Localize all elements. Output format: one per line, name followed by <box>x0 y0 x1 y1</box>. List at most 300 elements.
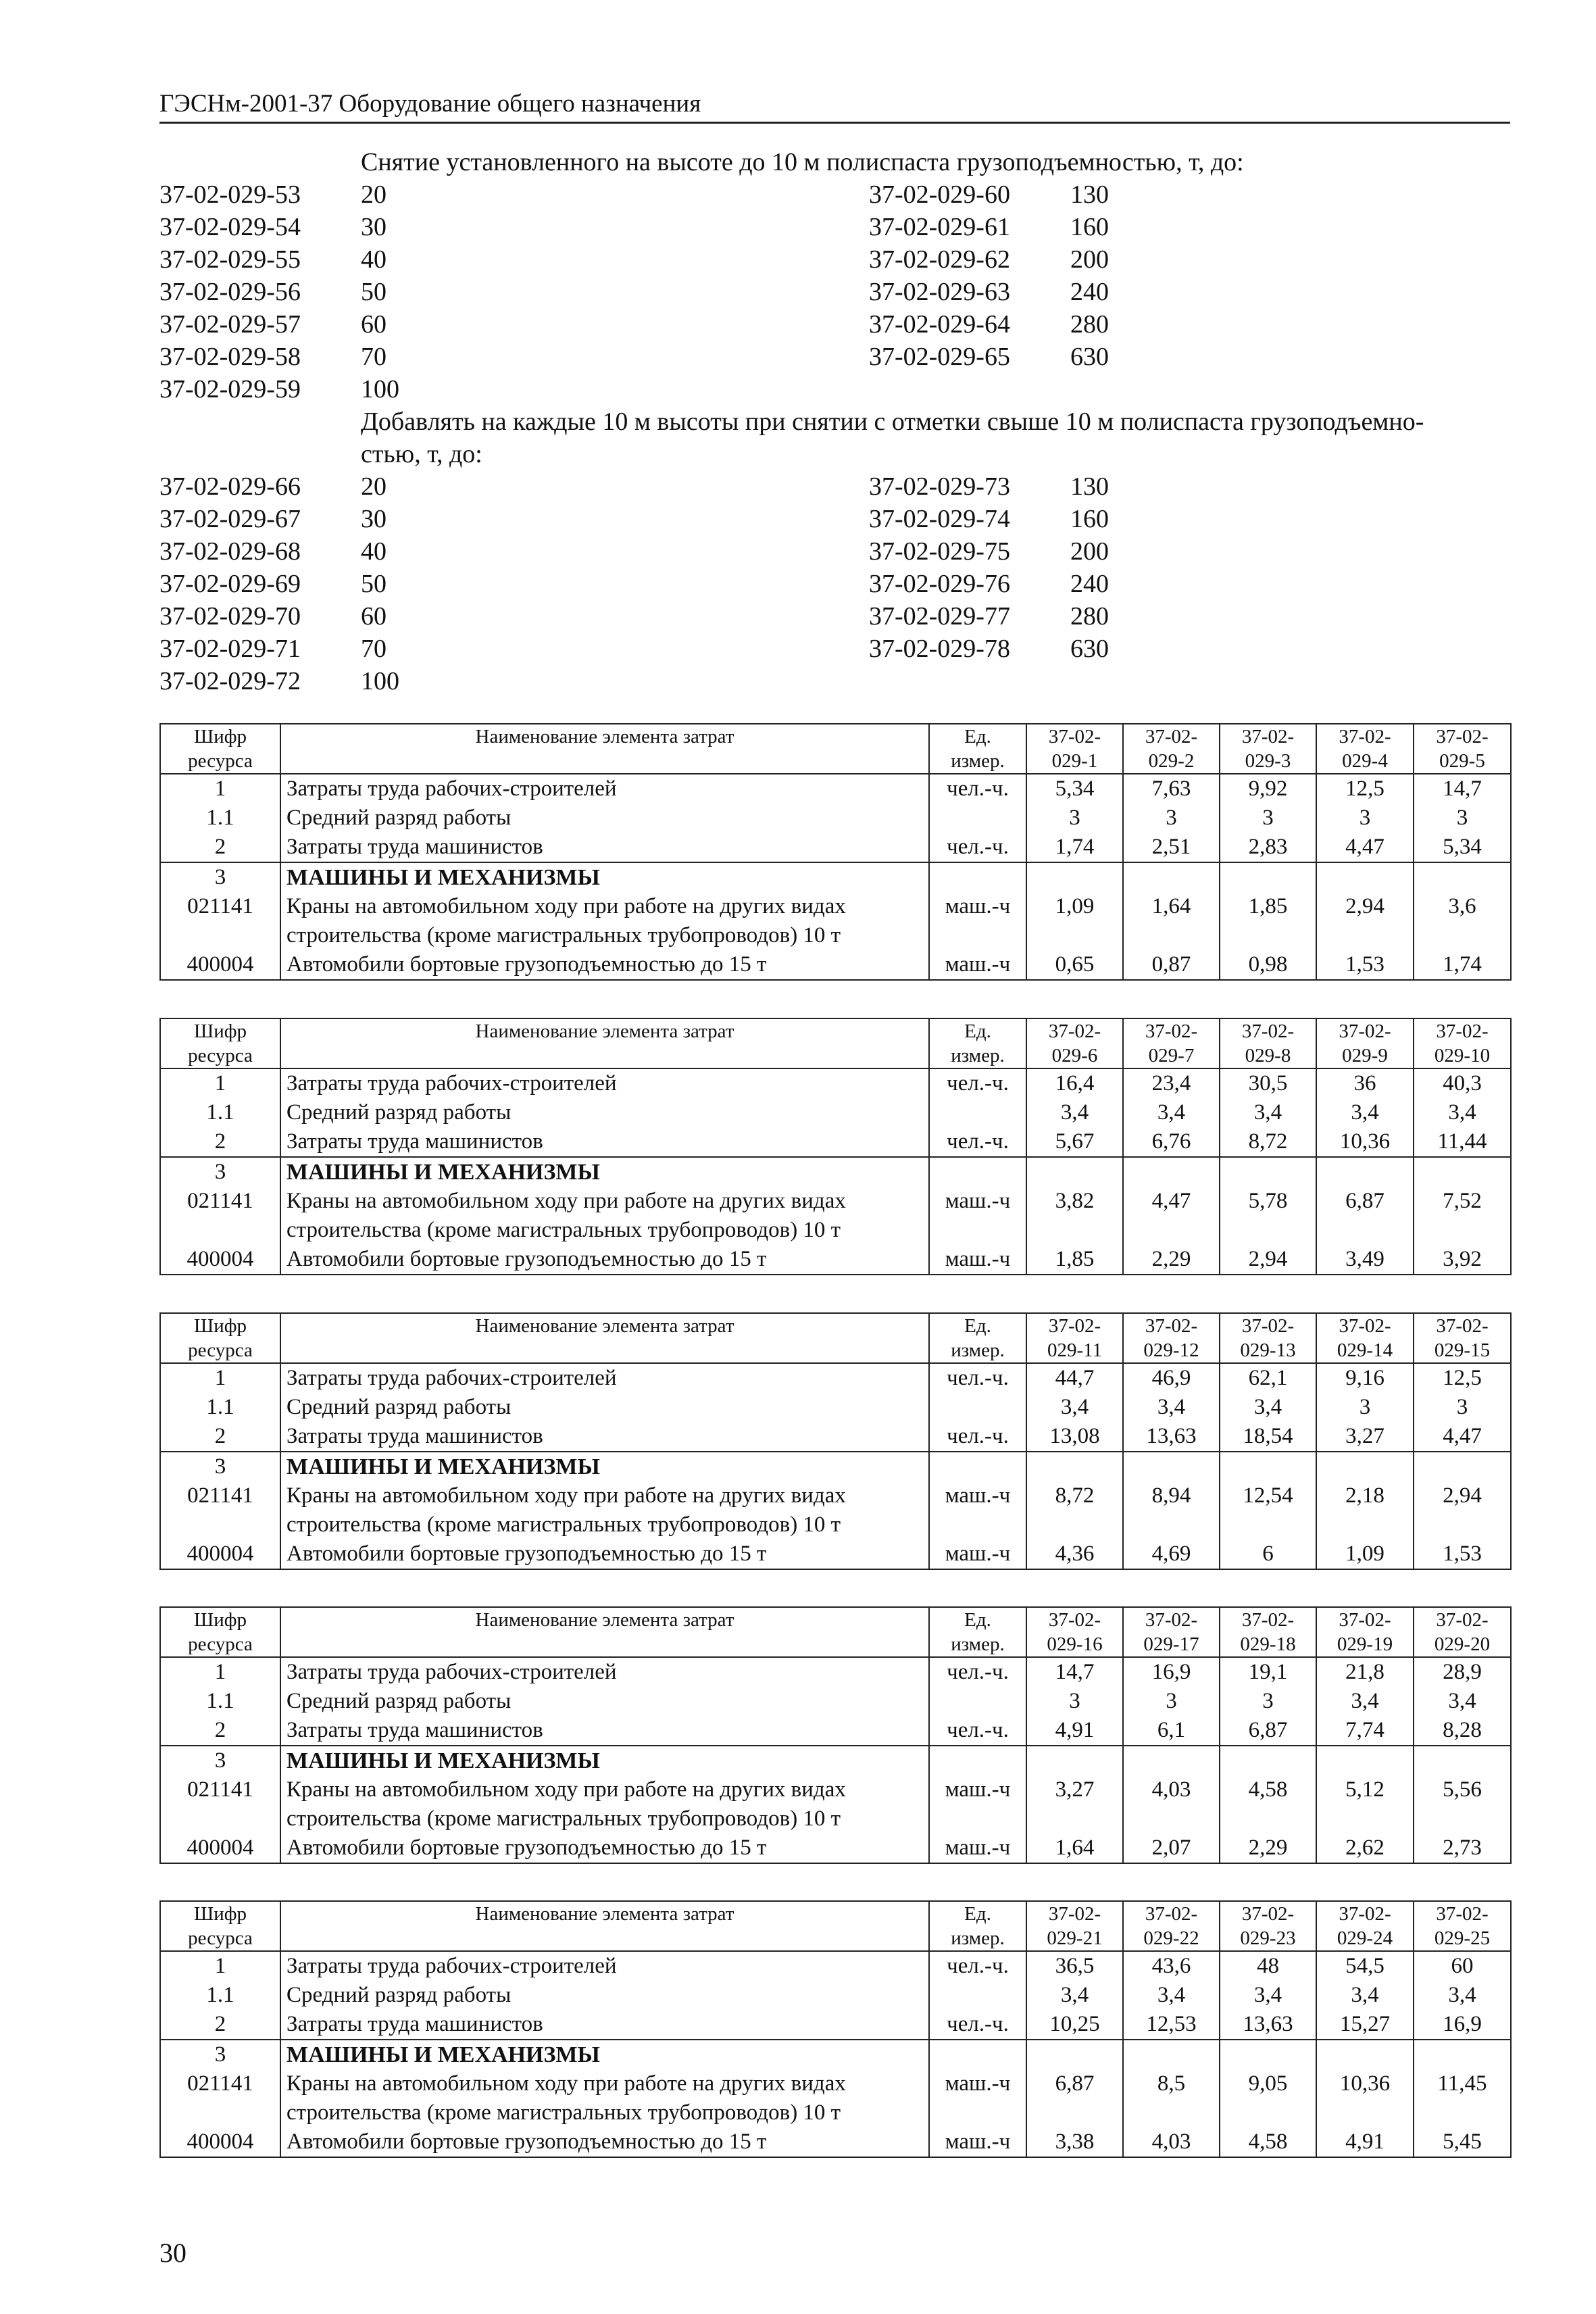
row-unit: маш.-ч <box>929 1481 1026 1510</box>
row-value: 4,47 <box>1123 1187 1220 1216</box>
header-col <box>1414 1607 1511 1657</box>
header-col-line2: 029-3 <box>1245 750 1291 772</box>
code-left: 37-02-029-69 <box>159 570 301 598</box>
row-code: 400004 <box>160 2127 280 2157</box>
header-col-line2: 029-25 <box>1434 1927 1491 1949</box>
value-left: 40 <box>361 245 386 274</box>
row-value: 5,45 <box>1414 2127 1511 2157</box>
row-name: строительства (кроме магистральных трубопроводов) 10 т <box>280 1216 929 1245</box>
row-code: 3 <box>160 2040 280 2069</box>
table-row <box>160 1804 1511 1833</box>
row-value: 62,1 <box>1220 1363 1316 1393</box>
header-col-line1: 37-02- <box>1339 1609 1391 1631</box>
row-code: 2 <box>160 1716 280 1746</box>
table-header-row <box>160 1901 1511 1951</box>
row-value: 1,74 <box>1026 833 1123 862</box>
row-name: Автомобили бортовые грузоподъемностью до 15 т <box>280 950 929 980</box>
row-name: строительства (кроме магистральных трубопроводов) 10 т <box>280 2098 929 2127</box>
row-value: 3,4 <box>1123 1393 1220 1422</box>
value-left: 100 <box>361 375 399 403</box>
row-value: 4,91 <box>1026 1716 1123 1746</box>
value-right: 200 <box>1070 537 1109 566</box>
header-col-line1: 37-02- <box>1145 1903 1198 1925</box>
row-code: 1 <box>160 1951 280 1981</box>
row-code: 021141 <box>160 2069 280 2098</box>
row-value: 1,64 <box>1123 892 1220 921</box>
row-value: 8,28 <box>1414 1716 1511 1746</box>
row-code: 2 <box>160 833 280 862</box>
row-value: 30,5 <box>1220 1068 1316 1098</box>
header-code-line2: ресурса <box>188 1927 253 1949</box>
value-right: 280 <box>1070 602 1109 631</box>
row-value: 36 <box>1316 1068 1414 1098</box>
row-code: 3 <box>160 1746 280 1775</box>
norm-table-2 <box>159 1018 1512 1275</box>
row-name: Затраты труда рабочих-строителей <box>280 1951 929 1981</box>
code-left: 37-02-029-59 <box>159 375 301 403</box>
row-value: 15,27 <box>1316 2010 1414 2040</box>
row-code: 2 <box>160 1127 280 1157</box>
header-col <box>1220 1018 1316 1068</box>
row-value: 3 <box>1123 1687 1220 1716</box>
row-value: 3 <box>1123 804 1220 833</box>
table-row <box>160 1216 1511 1245</box>
header-col <box>1026 1901 1123 1951</box>
row-value: 8,72 <box>1220 1127 1316 1157</box>
row-name: МАШИНЫ И МЕХАНИЗМЫ <box>280 862 929 892</box>
row-value: 14,7 <box>1026 1657 1123 1687</box>
header-col-line2: 029-18 <box>1240 1633 1296 1655</box>
header-col <box>1316 1313 1414 1363</box>
header-col-line1: 37-02- <box>1436 1315 1489 1337</box>
row-code: 2 <box>160 1422 280 1452</box>
header-col-line1: 37-02- <box>1436 1020 1489 1042</box>
header-col-line2: 029-6 <box>1051 1045 1098 1066</box>
row-value: 13,08 <box>1026 1422 1123 1452</box>
header-col-line2: 029-20 <box>1434 1633 1491 1655</box>
row-value: 18,54 <box>1220 1422 1316 1452</box>
row-name: Автомобили бортовые грузоподъемностью до 15 т <box>280 1540 929 1569</box>
row-name: Средний разряд работы <box>280 1393 929 1422</box>
row-name: Краны на автомобильном ходу при работе на других видах <box>280 892 929 921</box>
table-row <box>160 2010 1511 2040</box>
norm-table-1 <box>159 723 1512 981</box>
row-value: 6,87 <box>1316 1187 1414 1216</box>
header-col-line1: 37-02- <box>1339 1315 1391 1337</box>
value-right: 160 <box>1070 213 1109 241</box>
row-value: 6,76 <box>1123 1127 1220 1157</box>
value-right: 130 <box>1070 472 1109 501</box>
row-unit: маш.-ч <box>929 1775 1026 1804</box>
table-row <box>160 1981 1511 2010</box>
header-name: Наименование элемента затрат <box>280 1313 929 1363</box>
row-value: 2,29 <box>1220 1833 1316 1863</box>
row-value: 1,09 <box>1026 892 1123 921</box>
code-right: 37-02-029-78 <box>869 635 1010 663</box>
row-code: 021141 <box>160 1481 280 1510</box>
norm-table-5 <box>159 1900 1512 2158</box>
row-value: 4,47 <box>1414 1422 1511 1452</box>
code-left: 37-02-029-70 <box>159 602 301 631</box>
header-col <box>1123 1901 1220 1951</box>
row-code: 3 <box>160 1157 280 1187</box>
table-row <box>160 1687 1511 1716</box>
row-unit: чел.-ч. <box>929 2010 1026 2040</box>
header-code <box>160 1607 280 1657</box>
header-col-line1: 37-02- <box>1145 1315 1198 1337</box>
row-name: Затраты труда рабочих-строителей <box>280 774 929 804</box>
header-col-line2: 029-15 <box>1434 1339 1491 1361</box>
row-value: 2,94 <box>1414 1481 1511 1510</box>
header-name: Наименование элемента затрат <box>280 1018 929 1068</box>
row-value: 1,53 <box>1414 1540 1511 1569</box>
row-value: 21,8 <box>1316 1657 1414 1687</box>
value-right: 130 <box>1070 180 1109 209</box>
row-value: 1,09 <box>1316 1540 1414 1569</box>
row-code: 021141 <box>160 892 280 921</box>
table-row <box>160 2069 1511 2098</box>
row-code: 2 <box>160 2010 280 2040</box>
value-left: 20 <box>361 180 386 209</box>
header-name: Наименование элемента затрат <box>280 1607 929 1657</box>
row-value: 2,07 <box>1123 1833 1220 1863</box>
row-value: 3,4 <box>1414 1687 1511 1716</box>
header-col-line1: 37-02- <box>1048 1903 1101 1925</box>
table-row <box>160 1422 1511 1452</box>
row-value: 1,74 <box>1414 950 1511 980</box>
row-value: 3 <box>1316 1393 1414 1422</box>
table-row <box>160 2098 1511 2127</box>
code-left: 37-02-029-58 <box>159 343 301 371</box>
table-row <box>160 2127 1511 2157</box>
header-col <box>1220 1607 1316 1657</box>
header-code-line2: ресурса <box>188 750 253 772</box>
row-value: 6,87 <box>1026 2069 1123 2098</box>
row-code <box>160 921 280 950</box>
row-name: Средний разряд работы <box>280 1981 929 2010</box>
row-value: 4,58 <box>1220 2127 1316 2157</box>
row-value: 3,4 <box>1414 1981 1511 2010</box>
header-col-line1: 37-02- <box>1241 1315 1295 1337</box>
header-col <box>1316 1607 1414 1657</box>
row-value: 9,16 <box>1316 1363 1414 1393</box>
header-unit: Ед. измер. <box>929 1607 1026 1657</box>
header-col <box>1220 1901 1316 1951</box>
row-name: строительства (кроме магистральных трубопроводов) 10 т <box>280 1804 929 1833</box>
row-value: 4,69 <box>1123 1540 1220 1569</box>
row-value: 7,63 <box>1123 774 1220 804</box>
row-value: 48 <box>1220 1951 1316 1981</box>
table-row <box>160 1157 1511 1187</box>
row-unit <box>929 1098 1026 1127</box>
code-right: 37-02-029-75 <box>869 537 1010 566</box>
header-code-line1: Шифр <box>193 726 247 747</box>
row-value: 1,85 <box>1220 892 1316 921</box>
row-value: 4,58 <box>1220 1775 1316 1804</box>
row-name: строительства (кроме магистральных трубопроводов) 10 т <box>280 921 929 950</box>
row-value: 4,36 <box>1026 1540 1123 1569</box>
row-value: 2,73 <box>1414 1833 1511 1863</box>
row-code: 1 <box>160 774 280 804</box>
code-left: 37-02-029-53 <box>159 180 301 209</box>
row-value: 23,4 <box>1123 1068 1220 1098</box>
table-header-row <box>160 1018 1511 1068</box>
header-name: Наименование элемента затрат <box>280 1901 929 1951</box>
row-value: 8,94 <box>1123 1481 1220 1510</box>
table-row <box>160 1481 1511 1510</box>
code-left: 37-02-029-71 <box>159 635 301 663</box>
row-name: Затраты труда машинистов <box>280 1716 929 1746</box>
row-code: 1.1 <box>160 1393 280 1422</box>
row-unit: чел.-ч. <box>929 833 1026 862</box>
header-col-line2: 029-17 <box>1143 1633 1199 1655</box>
header-col <box>1316 724 1414 774</box>
row-value: 7,74 <box>1316 1716 1414 1746</box>
table-row <box>160 1951 1511 1981</box>
row-value: 12,5 <box>1414 1363 1511 1393</box>
row-name: МАШИНЫ И МЕХАНИЗМЫ <box>280 2040 929 2069</box>
row-value: 8,72 <box>1026 1481 1123 1510</box>
row-unit: маш.-ч <box>929 2127 1026 2157</box>
code-right: 37-02-029-63 <box>869 278 1010 306</box>
row-name: Краны на автомобильном ходу при работе на других видах <box>280 1187 929 1216</box>
header-col-line2: 029-1 <box>1051 750 1098 772</box>
row-value: 3 <box>1414 804 1511 833</box>
row-unit: маш.-ч <box>929 950 1026 980</box>
row-value: 3,92 <box>1414 1245 1511 1275</box>
row-value <box>1316 862 1414 892</box>
row-name: Автомобили бортовые грузоподъемностью до 15 т <box>280 1833 929 1863</box>
header-col-line1: 37-02- <box>1048 1020 1101 1042</box>
row-value: 3,49 <box>1316 1245 1414 1275</box>
table-row <box>160 1746 1511 1775</box>
row-value <box>1220 862 1316 892</box>
row-code: 400004 <box>160 1833 280 1863</box>
value-left: 30 <box>361 213 386 241</box>
row-value: 3 <box>1220 1687 1316 1716</box>
value-left: 20 <box>361 472 386 501</box>
header-unit: Ед. измер. <box>929 1313 1026 1363</box>
header-col-line2: 029-11 <box>1047 1339 1103 1361</box>
row-value: 4,91 <box>1316 2127 1414 2157</box>
code-right: 37-02-029-60 <box>869 180 1010 209</box>
header-col <box>1026 1313 1123 1363</box>
row-value: 3 <box>1220 804 1316 833</box>
row-value: 1,64 <box>1026 1833 1123 1863</box>
header-col <box>1026 1018 1123 1068</box>
row-name: Средний разряд работы <box>280 1687 929 1716</box>
row-unit: маш.-ч <box>929 1245 1026 1275</box>
row-value: 3,4 <box>1316 1981 1414 2010</box>
header-col-line1: 37-02- <box>1145 1609 1198 1631</box>
row-value: 11,45 <box>1414 2069 1511 2098</box>
row-value: 3,38 <box>1026 2127 1123 2157</box>
header-col <box>1026 1607 1123 1657</box>
value-right: 240 <box>1070 570 1109 598</box>
row-value: 13,63 <box>1123 1422 1220 1452</box>
header-col-line1: 37-02- <box>1048 726 1101 747</box>
header-code-line1: Шифр <box>193 1903 247 1925</box>
header-col-line2: 029-7 <box>1148 1045 1195 1066</box>
code-right: 37-02-029-65 <box>869 343 1010 371</box>
code-left: 37-02-029-67 <box>159 505 301 533</box>
row-value <box>1123 862 1220 892</box>
row-value: 43,6 <box>1123 1951 1220 1981</box>
value-right: 200 <box>1070 245 1109 274</box>
row-value: 3,6 <box>1414 892 1511 921</box>
row-value: 6 <box>1220 1540 1316 1569</box>
row-code: 3 <box>160 862 280 892</box>
header-code <box>160 1018 280 1068</box>
row-name: Краны на автомобильном ходу при работе на других видах <box>280 1775 929 1804</box>
page-header <box>159 87 1510 124</box>
row-value: 2,83 <box>1220 833 1316 862</box>
row-value: 5,56 <box>1414 1775 1511 1804</box>
row-value: 2,29 <box>1123 1245 1220 1275</box>
row-code: 021141 <box>160 1775 280 1804</box>
value-left: 70 <box>361 635 386 663</box>
value-right: 280 <box>1070 310 1109 339</box>
row-unit: чел.-ч. <box>929 1422 1026 1452</box>
code-left: 37-02-029-72 <box>159 667 301 695</box>
row-name: Затраты труда машинистов <box>280 2010 929 2040</box>
row-value: 0,87 <box>1123 950 1220 980</box>
row-code: 1.1 <box>160 1981 280 2010</box>
header-col-line2: 029-24 <box>1337 1927 1393 1949</box>
row-name: Краны на автомобильном ходу при работе на других видах <box>280 1481 929 1510</box>
table-row <box>160 1068 1511 1098</box>
row-name: МАШИНЫ И МЕХАНИЗМЫ <box>280 1452 929 1481</box>
table-row <box>160 774 1511 804</box>
row-value: 3,4 <box>1123 1098 1220 1127</box>
row-name: Затраты труда рабочих-строителей <box>280 1068 929 1098</box>
table-row <box>160 833 1511 862</box>
header-col <box>1123 724 1220 774</box>
row-value: 2,94 <box>1220 1245 1316 1275</box>
code-right: 37-02-029-61 <box>869 213 1010 241</box>
header-col <box>1414 1018 1511 1068</box>
table-row <box>160 1775 1511 1804</box>
header-code-line2: ресурса <box>188 1339 253 1361</box>
row-name: Краны на автомобильном ходу при работе на других видах <box>280 2069 929 2098</box>
row-value: 16,9 <box>1123 1657 1220 1687</box>
section-title-removal: Снятие установленного на высоте до 10 м полиспаста грузоподъемностью, т, до: <box>361 148 1244 176</box>
header-unit: Ед. измер. <box>929 1901 1026 1951</box>
header-col-line2: 029-16 <box>1047 1633 1103 1655</box>
row-unit: чел.-ч. <box>929 1951 1026 1981</box>
value-left: 60 <box>361 602 386 631</box>
table-row <box>160 1098 1511 1127</box>
row-code: 1.1 <box>160 804 280 833</box>
table-row <box>160 1127 1511 1157</box>
header-code <box>160 1901 280 1951</box>
header-col-line1: 37-02- <box>1339 1020 1391 1042</box>
value-left: 30 <box>361 505 386 533</box>
header-name: Наименование элемента затрат <box>280 724 929 774</box>
header-col-line1: 37-02- <box>1145 1020 1198 1042</box>
header-col-line2: 029-8 <box>1245 1045 1291 1066</box>
row-value: 3,4 <box>1123 1981 1220 2010</box>
header-col-line2: 029-13 <box>1240 1339 1296 1361</box>
row-value: 3 <box>1414 1393 1511 1422</box>
value-right: 630 <box>1070 343 1109 371</box>
row-value: 10,25 <box>1026 2010 1123 2040</box>
row-code: 3 <box>160 1452 280 1481</box>
code-right: 37-02-029-76 <box>869 570 1010 598</box>
row-value: 1,85 <box>1026 1245 1123 1275</box>
header-col <box>1220 1313 1316 1363</box>
header-col-line1: 37-02- <box>1241 1020 1295 1042</box>
header-col-line1: 37-02- <box>1048 1315 1101 1337</box>
table-row <box>160 1510 1511 1540</box>
table-row <box>160 1540 1511 1569</box>
row-name: Затраты труда рабочих-строителей <box>280 1657 929 1687</box>
row-value: 19,1 <box>1220 1657 1316 1687</box>
row-value: 16,9 <box>1414 2010 1511 2040</box>
header-col-line2: 029-23 <box>1240 1927 1296 1949</box>
code-left: 37-02-029-54 <box>159 213 301 241</box>
row-name: Средний разряд работы <box>280 1098 929 1127</box>
header-col-line2: 029-5 <box>1439 750 1485 772</box>
row-unit: чел.-ч. <box>929 1068 1026 1098</box>
value-left: 100 <box>361 667 399 695</box>
header-code-line2: ресурса <box>188 1045 253 1066</box>
header-unit: Ед. измер. <box>929 1018 1026 1068</box>
table-row <box>160 1245 1511 1275</box>
row-code: 1.1 <box>160 1687 280 1716</box>
row-name: Затраты труда рабочих-строителей <box>280 1363 929 1393</box>
row-value: 3,4 <box>1026 1981 1123 2010</box>
row-name: Затраты труда машинистов <box>280 1422 929 1452</box>
row-unit: чел.-ч. <box>929 1657 1026 1687</box>
header-col <box>1220 724 1316 774</box>
table-header-row <box>160 1313 1511 1363</box>
header-col-line1: 37-02- <box>1436 726 1489 747</box>
table-row <box>160 1833 1511 1863</box>
row-value: 3,4 <box>1414 1098 1511 1127</box>
header-col-line2: 029-14 <box>1337 1339 1393 1361</box>
row-value: 3,4 <box>1316 1098 1414 1127</box>
row-value: 10,36 <box>1316 1127 1414 1157</box>
header-col <box>1316 1901 1414 1951</box>
row-value: 1,53 <box>1316 950 1414 980</box>
header-col-line1: 37-02- <box>1339 1903 1391 1925</box>
row-value: 3,4 <box>1316 1687 1414 1716</box>
row-value: 2,94 <box>1316 892 1414 921</box>
row-value: 36,5 <box>1026 1951 1123 1981</box>
row-value: 28,9 <box>1414 1657 1511 1687</box>
row-unit: маш.-ч <box>929 1187 1026 1216</box>
table-row <box>160 804 1511 833</box>
row-value: 3,4 <box>1220 1981 1316 2010</box>
row-value: 60 <box>1414 1951 1511 1981</box>
row-unit: чел.-ч. <box>929 1363 1026 1393</box>
table-row <box>160 1716 1511 1746</box>
header-code-line1: Шифр <box>193 1315 247 1337</box>
row-value: 54,5 <box>1316 1951 1414 1981</box>
header-col-line2: 029-10 <box>1434 1045 1491 1066</box>
table-row <box>160 921 1511 950</box>
header-col <box>1123 1313 1220 1363</box>
table-row <box>160 950 1511 980</box>
row-name: Затраты труда машинистов <box>280 833 929 862</box>
row-value: 9,05 <box>1220 2069 1316 2098</box>
value-right: 240 <box>1070 278 1109 306</box>
row-value: 5,34 <box>1026 774 1123 804</box>
row-code: 400004 <box>160 1245 280 1275</box>
row-value: 0,65 <box>1026 950 1123 980</box>
row-value: 9,92 <box>1220 774 1316 804</box>
